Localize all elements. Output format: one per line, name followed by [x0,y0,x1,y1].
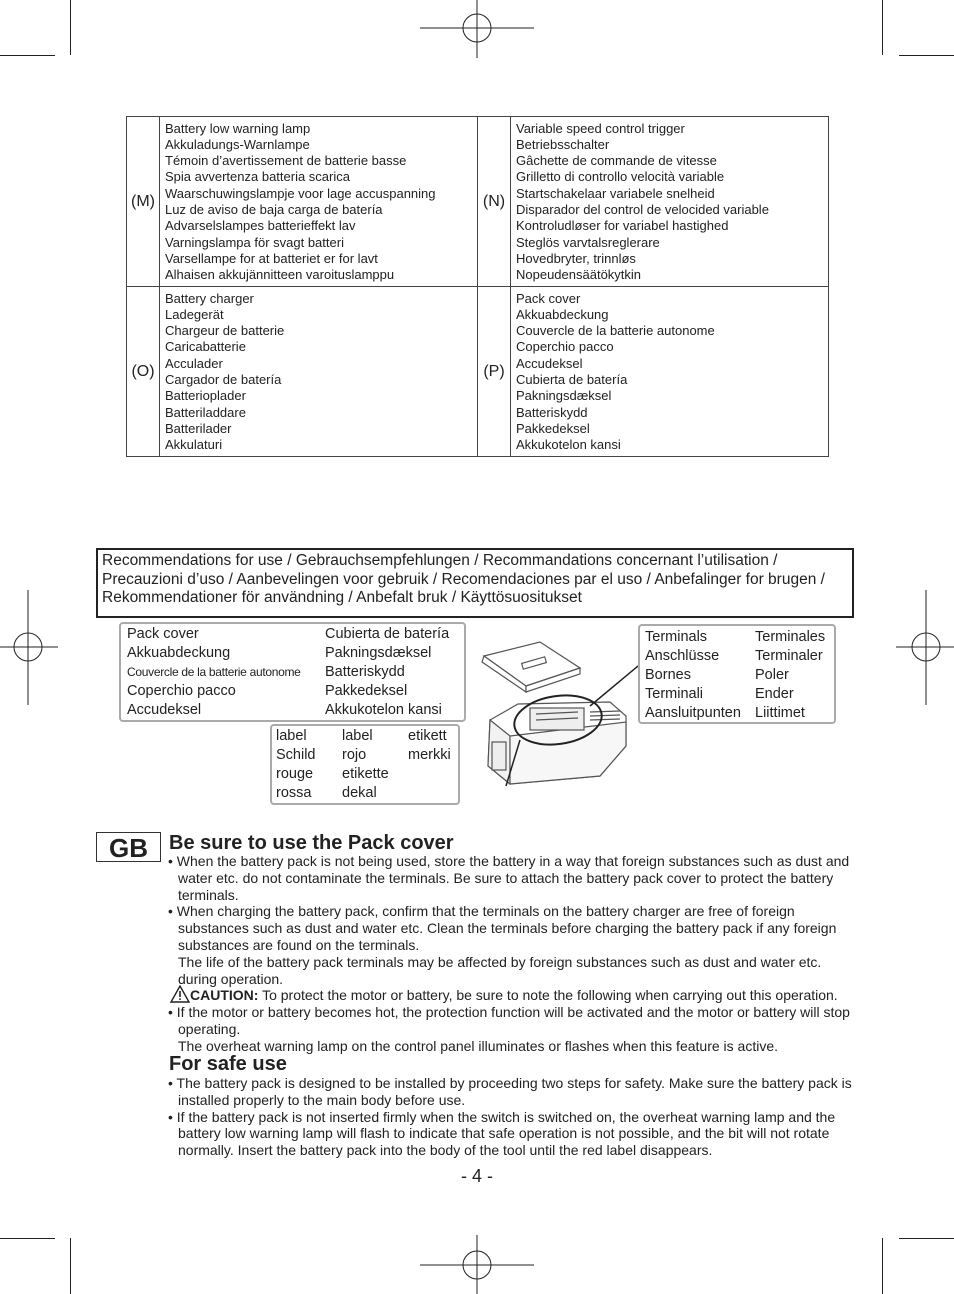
part-name: Ladegerät [165,306,224,322]
crop-mark [899,1238,954,1239]
part-name: Chargeur de batterie [165,323,285,339]
part-name: Disparador del control de velocided variable [516,202,769,217]
callout-text: Terminaler [755,648,823,664]
table-row [127,287,829,457]
bullet-text: • The battery pack is designed to be installed by proceeding two steps for safety. Make sure the battery pack is installed properly to the main body before use. [168,1075,852,1108]
part-name: Waarschuwingslampje voor lage accuspanning [165,185,436,201]
label-callout [270,724,460,805]
callout-text: Pakkedeksel [325,683,408,699]
callout-column [755,628,835,723]
part-name: Varsellampe for at batteriet er for lavt [165,250,378,266]
callout-text: label [276,728,307,744]
callout-column [408,727,468,803]
table-row [127,117,829,287]
part-code: (M) [127,117,160,287]
part-name: Battery low warning lamp [165,120,311,136]
callout-text: Schild [276,747,316,763]
part-name: Akkuabdeckung [516,306,609,322]
part-name: Battery charger [165,290,254,306]
part-name: Akkulaturi [165,437,223,453]
section-heading: Be sure to use the Pack cover [169,832,454,854]
callout-text: Terminales [755,629,826,645]
part-name: Pakkedeksel [516,420,590,436]
part-name: Gâchette de commande de vitesse [516,153,717,169]
part-name: Caricabatterie [165,339,246,355]
part-name: Akkukotelon kansi [516,437,621,453]
part-name: Témoin d’avertissement de batterie basse [165,153,407,169]
part-name: Accudeksel [516,355,583,371]
part-name: Nopeudensäätökytkin [516,267,642,283]
callout-text: Cubierta de batería [325,626,450,642]
crop-mark [70,0,71,55]
part-name: Couvercle de la batterie autonome [516,323,715,339]
crop-mark [0,1238,55,1239]
callout-text: rossa [276,785,312,801]
part-name: Batterioplader [165,388,246,404]
callout-text: Pakningsdæksel [325,645,432,661]
language-badge: GB [96,832,161,862]
part-name: Pakningsdæksel [516,388,612,404]
registration-mark-top [420,0,534,60]
part-name: Batterilader [165,420,232,436]
callout-column [342,727,408,803]
callout-text: Pack cover [127,626,199,642]
caution-text: To protect the motor or battery, be sure to note the following when carrying out this operation. [258,987,838,1004]
part-name: Alhaisen akkujännitteen varoituslamppu [165,267,395,283]
crop-mark [70,1238,71,1294]
part-name: Coperchio pacco [516,339,614,355]
callout-text: etikette [342,766,389,782]
callout-column [276,727,342,803]
part-name: Betriebsschalter [516,136,610,152]
bullet-continuation: The life of the battery pack terminals may be affected by foreign substances such as dust and water etc. during operation. [178,953,822,987]
callout-text: Akkukotelon kansi [325,702,442,718]
crop-mark [0,55,55,56]
part-name: Luz de aviso de baja carga de batería [165,202,383,217]
section-heading: For safe use [169,1053,287,1075]
callout-text: Batteriskydd [325,664,405,680]
part-name: Advarselslampes batterieffekt lav [165,218,356,234]
callout-text: merkki [408,747,451,763]
bullet-text: • When the battery pack is not being used, store the battery in a way that foreign substances such as dust and water etc. do not contaminate the terminals. Be sure to attach the battery pack cover to protect the battery terminals. [168,853,850,903]
bullet-text: • When charging the battery pack, confirm that the terminals on the battery charger are free of foreign substances such as dust and water etc. Clean the terminals before charging the battery pack if any foreign substances are found on the terminals. [168,903,837,953]
callout-text: Anschlüsse [645,648,720,664]
callout-text: Akkuabdeckung [127,645,231,661]
pack-cover-callout [119,622,466,722]
part-code: (P) [478,287,511,457]
callout-text: Coperchio pacco [127,683,236,699]
part-name: Grilletto di controllo velocità variable [516,169,725,185]
registration-mark-right [896,590,954,705]
crop-mark [882,1238,883,1294]
part-name: Varningslampa för svagt batteri [165,234,344,250]
caution-line [168,987,858,1004]
bullet-text: • If the battery pack is not inserted firmly when the switch is switched on, the overheat warning lamp and the battery low warning lamp will flash to indicate that safe operation is not possible, and the bit will not rotate normally. Insert the battery pack into the body of the tool until the red label disappears. [168,1108,836,1159]
charger-illustration [470,636,640,791]
callout-text: Liittimet [755,705,805,721]
recommendations-heading-box [96,548,854,618]
registration-mark-left [0,590,60,705]
parts-table [126,116,829,457]
gb-body-2 [168,1075,858,1159]
callout-text: Accudeksel [127,702,202,718]
part-name: Kontroludløser for variabel hastighed [516,218,729,234]
part-code: (O) [127,287,160,457]
part-name: Cubierta de batería [516,372,628,387]
callout-text: Bornes [645,667,691,683]
callout-column [127,625,325,720]
part-name: Batteriskydd [516,404,588,420]
part-name: Cargador de batería [165,372,282,387]
registration-mark-bottom [420,1235,534,1294]
part-name: Batteriladdare [165,404,246,420]
crop-mark [899,55,954,56]
part-name: Acculader [165,355,223,371]
caution-label: CAUTION: [190,987,259,1004]
bullet-continuation: The overheat warning lamp on the control panel illuminates or flashes when this feature is active. [178,1037,778,1054]
part-name: Variable speed control trigger [516,120,685,136]
part-name: Spia avvertenza batteria scarica [165,169,350,185]
callout-text: Terminals [645,629,708,645]
crop-mark [882,0,883,55]
page-number: - 4 - [460,1166,493,1186]
callout-text: Aansluitpunten [645,705,741,721]
callout-text: rojo [342,747,367,763]
terminals-callout [638,624,836,724]
part-names [160,117,478,287]
callout-text: Terminali [645,686,704,702]
callout-text: etikett [408,728,447,744]
callout-text: Couvercle de la batterie autonome [127,665,301,679]
warning-triangle-icon [170,985,190,1003]
gb-body-1 [168,853,858,1055]
callout-text: label [342,728,373,744]
recommendations-line: Recommendations for use / Gebrauchsempfehlungen / Recommandations concernant l’utilisation / [102,552,778,569]
recommendations-line: Rekommendationer för användning / Anbefalt bruk / Käyttösuositukset [102,589,582,606]
callout-text: rouge [276,766,314,782]
callout-text: Poler [755,667,789,683]
part-name: Steglös varvtalsreglerare [516,234,660,250]
part-name: Akkuladungs-Warnlampe [165,136,310,152]
part-name: Startschakelaar variabele snelheid [516,185,715,201]
part-name: Pack cover [516,290,581,306]
recommendations-line: Precauzioni d’uso / Aanbevelingen voor gebruik / Recomendaciones par el uso / Anbefalinger for brugen / [102,570,825,588]
part-name: Hovedbryter, trinnløs [516,250,636,266]
part-code: (N) [478,117,511,287]
callout-text: dekal [342,785,377,801]
part-names [160,287,478,457]
part-names [511,287,829,457]
part-names [511,117,829,287]
callout-column [325,625,465,720]
bullet-text: • If the motor or battery becomes hot, the protection function will be activated and the motor or battery will stop operating. [168,1004,850,1037]
callout-text: Ender [755,686,794,702]
callout-column [645,628,755,723]
